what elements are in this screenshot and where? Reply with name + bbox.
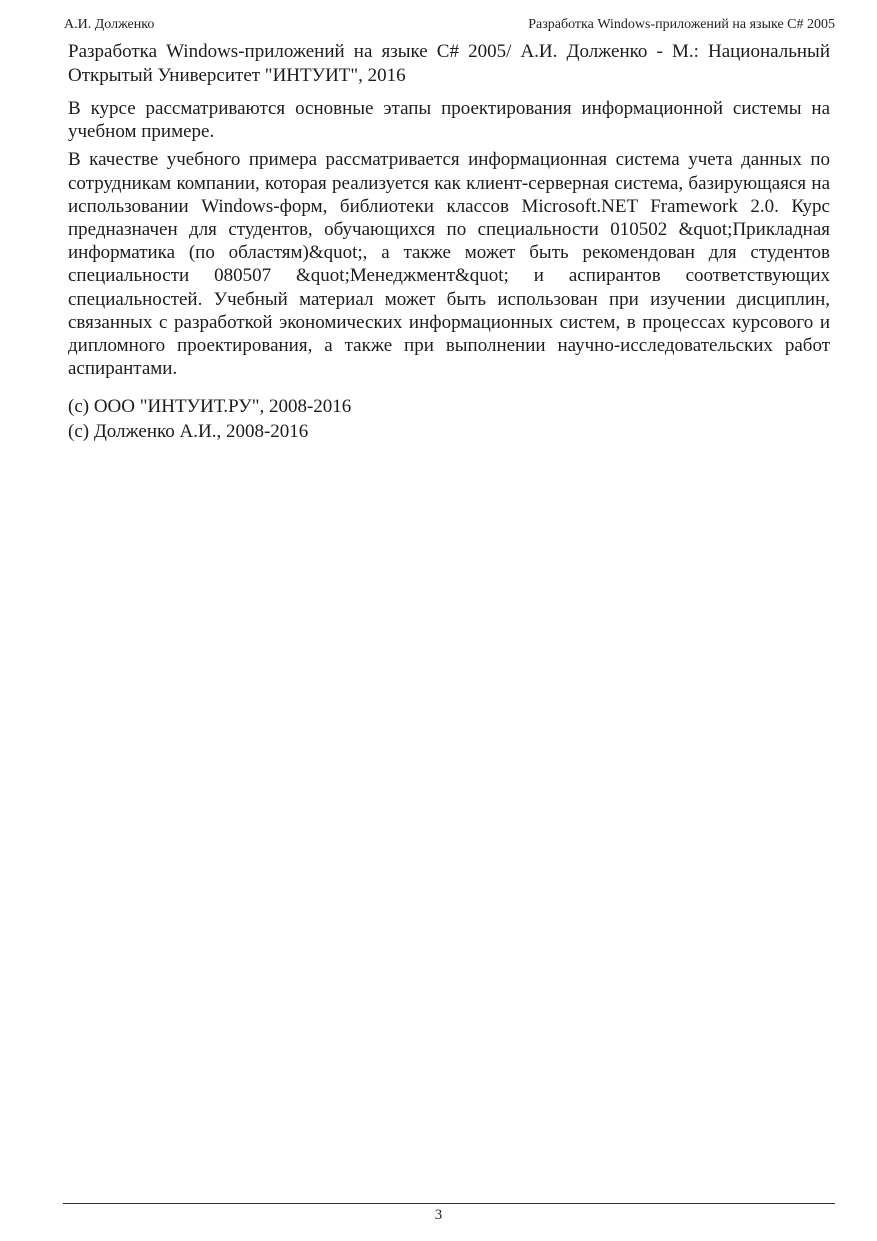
page-content (68, 40, 830, 444)
header-course-title: Разработка Windows-приложений на языке C# 2005 (528, 17, 835, 32)
copyright-block (68, 394, 830, 444)
abstract-paragraph: В курсе рассматриваются основные этапы проектирования информационной системы на учебном примере. (68, 98, 830, 143)
course-abstract (68, 97, 830, 380)
footer-divider (63, 1203, 835, 1204)
copyright-line: (c) ООО "ИНТУИТ.РУ", 2008-2016 (68, 396, 352, 418)
header-author: А.И. Долженко (64, 17, 155, 32)
bibliographic-citation: Разработка Windows-приложений на языке C# 2005/ А.И. Долженко - М.: Национальный Открытый Университет "ИНТУИТ", 2016 (68, 41, 830, 86)
copyright-line: (c) Долженко А.И., 2008-2016 (68, 421, 309, 443)
abstract-paragraph: В качестве учебного примера рассматривается информационная система учета данных по сотрудникам компании, которая реализуется как клиент-серверная система, базирующаяся на использовании Windows-форм, библиотеки классов Microsoft.NET Framework 2.0. Курс предназначен для студентов, обучающихся по специальности 010502 &quot;Прикладная информатика (по областям)&quot;, а также может быть рекомендован для студентов специальности 080507 &quot;Менеджмент&quot; и аспирантов соответствующих специальностей. Учебный материал может быть использован при изучении дисциплин, связанных с разработкой экономических информационных систем, в процессах курсового и дипломного проектирования, а также при выполнении научно-исследовательских работ аспирантами. (68, 149, 830, 380)
page-number: 3 (434, 1207, 443, 1223)
